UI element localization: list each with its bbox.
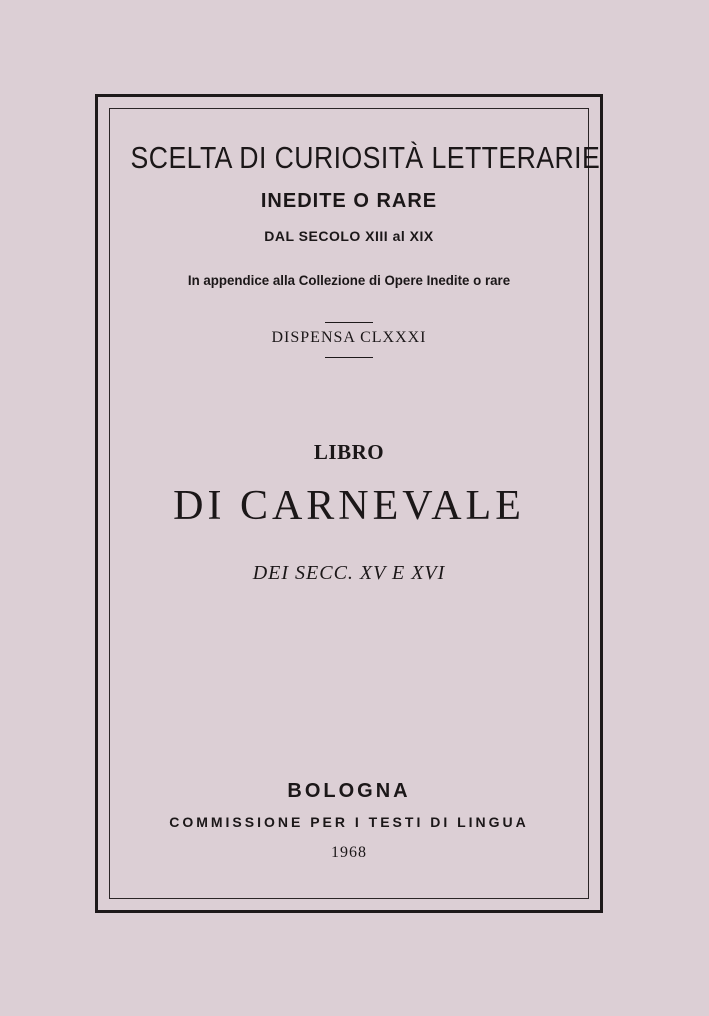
- book-subtitle: DEI SECC. XV E XVI: [252, 562, 446, 584]
- imprint-publisher: COMMISSIONE PER I TESTI DI LINGUA: [169, 814, 529, 830]
- dispensa-number: DISPENSA CLXXXI: [271, 329, 427, 346]
- book-title-prefix: LIBRO: [313, 440, 385, 464]
- imprint-year: 1968: [331, 844, 367, 861]
- appendix-note: In appendice alla Collezione di Opere Inedite o rare: [187, 272, 511, 288]
- book-title: DI CARNEVALE: [173, 483, 525, 529]
- series-subtitle: INEDITE O RARE: [260, 190, 438, 212]
- series-title: SCELTA DI CURIOSITÀ LETTERARIE: [130, 140, 601, 175]
- series-period: DAL SECOLO XIII al XIX: [264, 228, 434, 244]
- dispensa-rule-top: [325, 322, 373, 323]
- imprint-city: BOLOGNA: [287, 780, 411, 802]
- dispensa-rule-bottom: [325, 357, 373, 358]
